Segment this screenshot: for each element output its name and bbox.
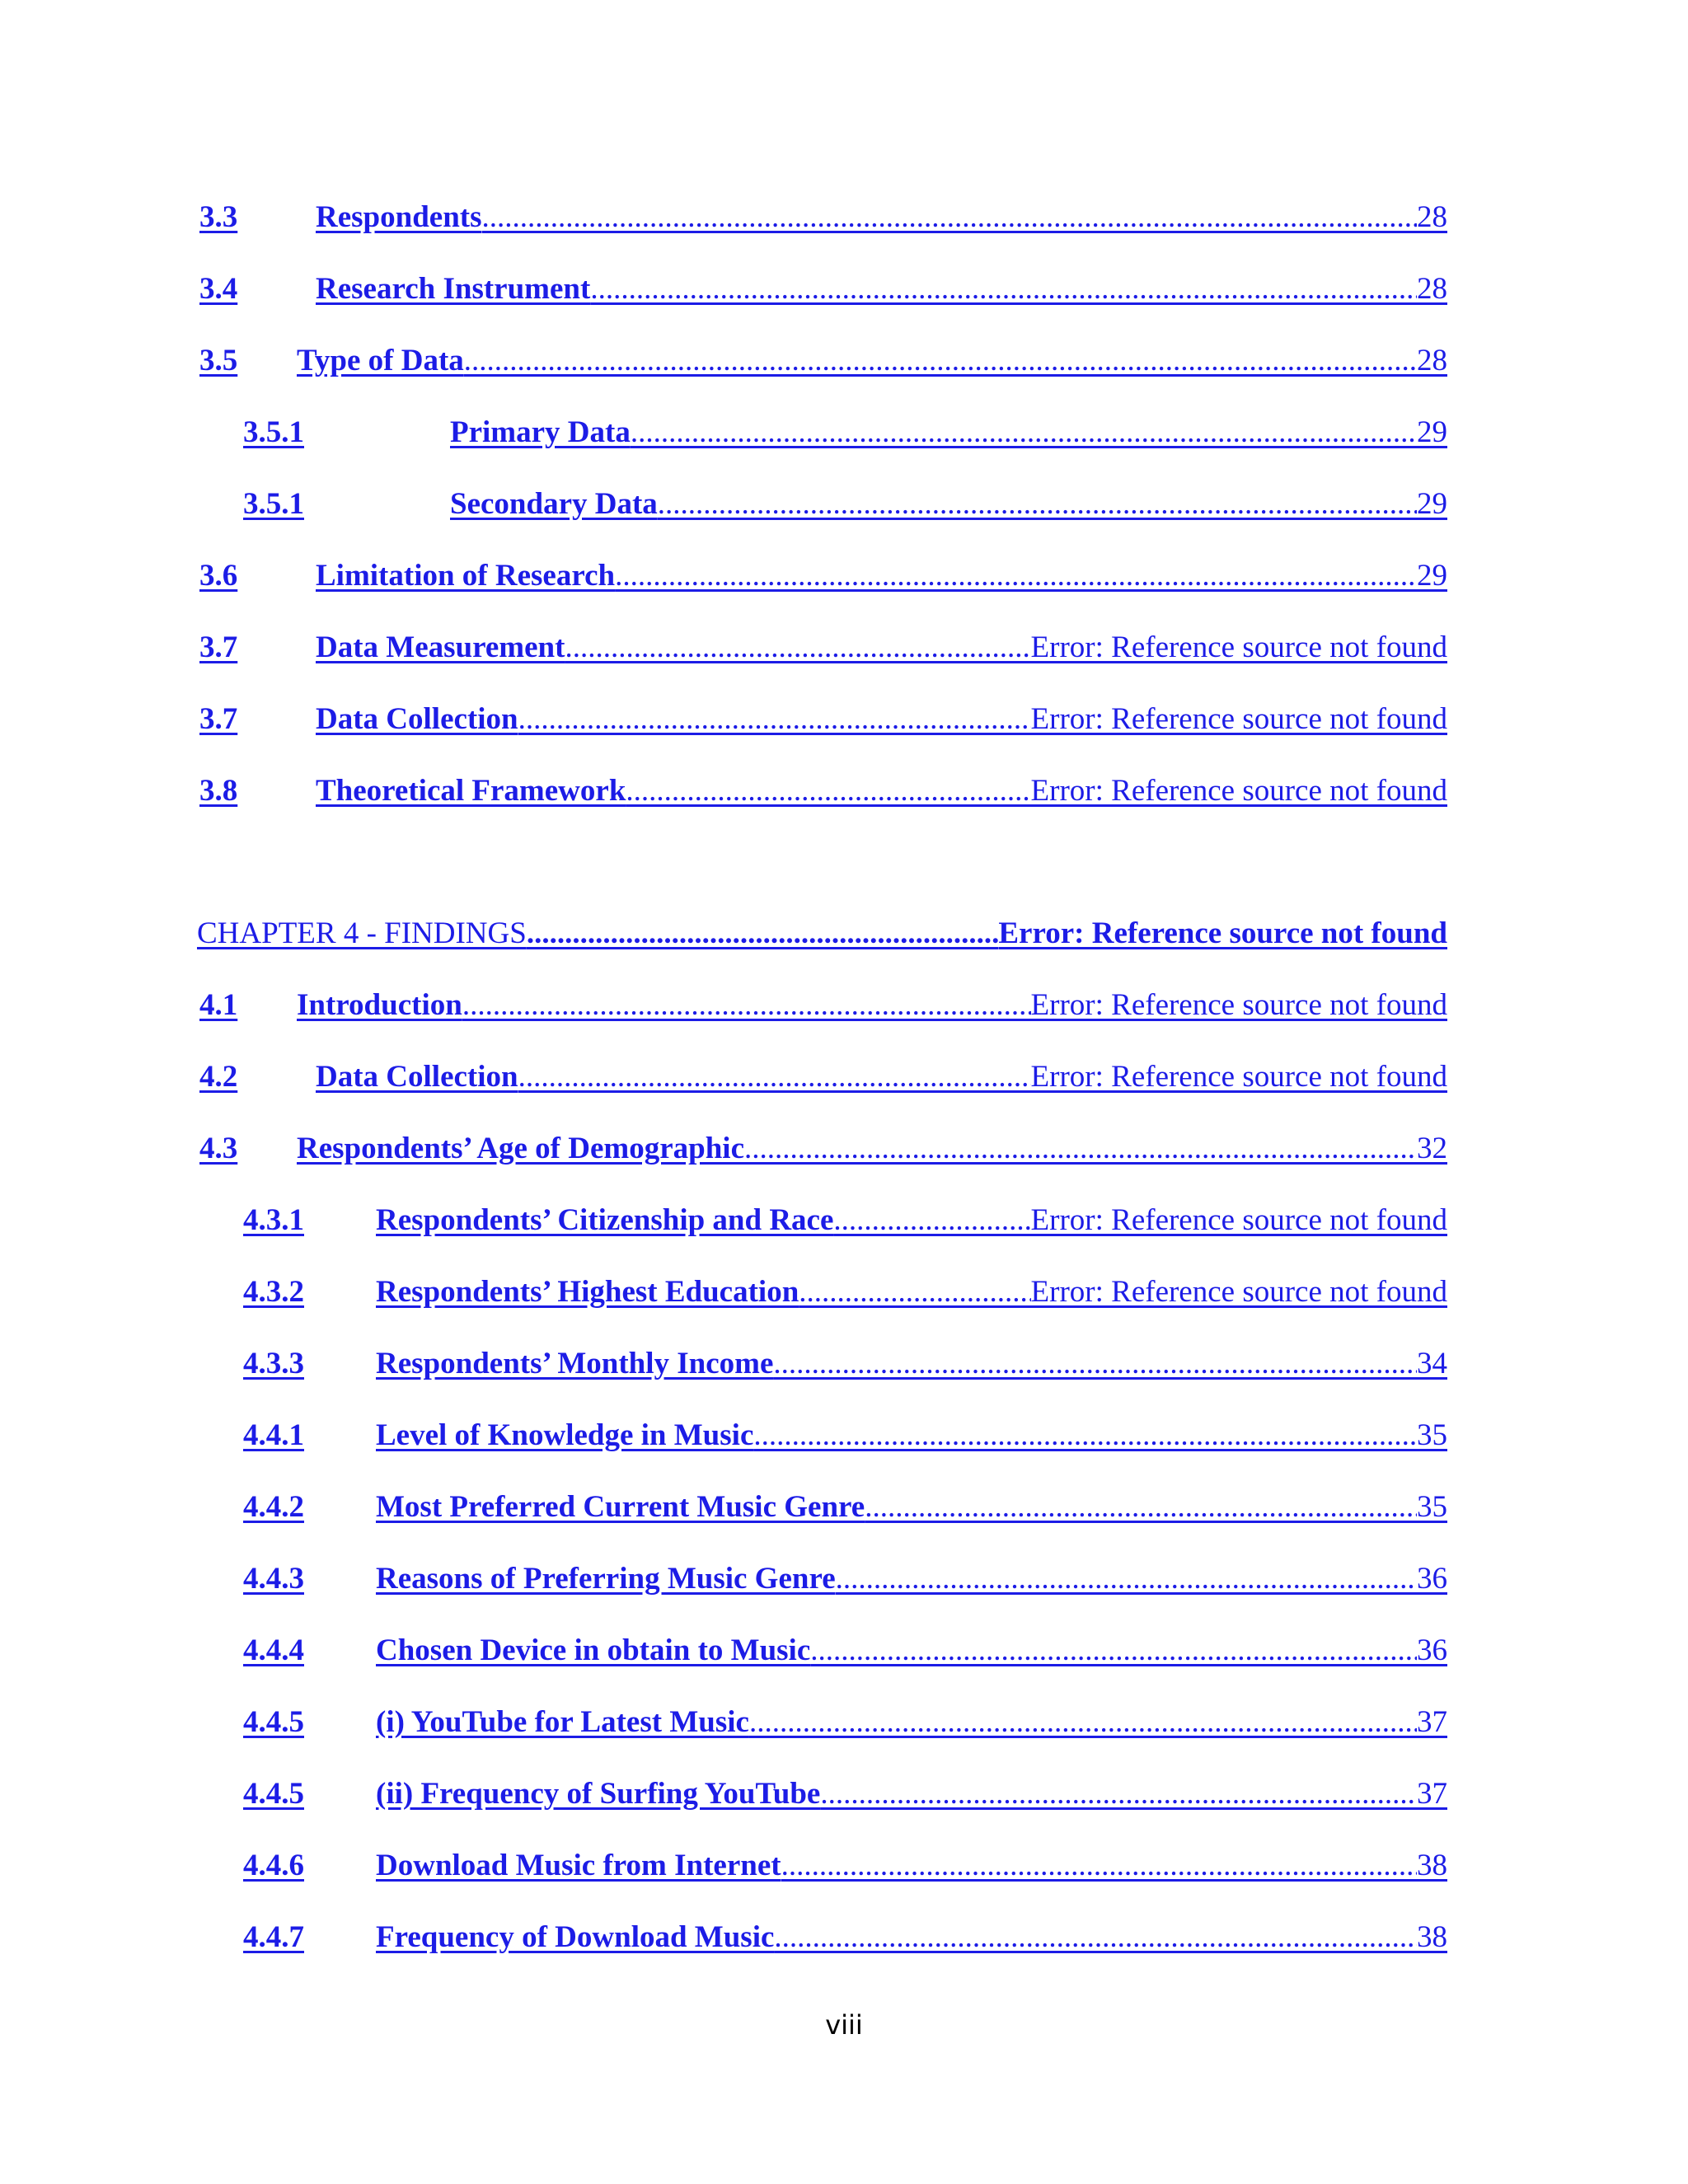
toc-entry-page: Error: Reference source not found xyxy=(998,916,1447,950)
dot-leader xyxy=(799,1271,1030,1314)
dot-leader xyxy=(590,268,1417,311)
dot-leader xyxy=(749,1701,1417,1744)
toc-entry-title: Respondents xyxy=(316,200,482,234)
toc-entry-number: 3.4 xyxy=(199,272,238,306)
dot-leader xyxy=(462,984,1031,1027)
toc-entry-4-4-2[interactable] xyxy=(243,1486,1447,1529)
toc-entry-number: 4.2 xyxy=(199,1060,238,1094)
page-number: viii xyxy=(825,2009,863,2041)
toc-entry-title: Secondary Data xyxy=(450,487,658,521)
toc-entry-title: Data Collection xyxy=(316,702,518,736)
toc-entry-number: 3.5 xyxy=(199,344,238,377)
toc-entry-4-3-3[interactable] xyxy=(243,1343,1447,1385)
toc-entry-4-4-7[interactable] xyxy=(243,1916,1447,1959)
toc-entry-number: 4.4.5 xyxy=(243,1777,304,1811)
toc-entry-page: 38 xyxy=(1417,1920,1447,1954)
toc-entry-page: 28 xyxy=(1417,200,1447,234)
toc-entry-title: Theoretical Framework xyxy=(316,774,626,808)
toc-entry-number: 3.8 xyxy=(199,774,238,808)
toc-entry-4-4-3[interactable] xyxy=(243,1558,1447,1601)
toc-entry-title: Type of Data xyxy=(297,344,464,377)
dot-leader xyxy=(615,555,1417,598)
dot-leader xyxy=(518,1056,1031,1099)
toc-entry-number: 4.4.1 xyxy=(243,1418,304,1452)
toc-entry-4-1[interactable] xyxy=(199,984,1447,1027)
dot-leader xyxy=(482,196,1418,239)
dot-leader xyxy=(781,1844,1417,1887)
toc-entry-4-4-5-i[interactable] xyxy=(243,1701,1447,1744)
toc-entry-page: Error: Reference source not found xyxy=(1030,1275,1447,1309)
dot-leader xyxy=(836,1558,1417,1601)
toc-entry-number: 4.4.3 xyxy=(243,1562,304,1596)
toc-entry-number: 4.4.6 xyxy=(243,1849,304,1882)
toc-entry-4-4-4[interactable] xyxy=(243,1629,1447,1672)
toc-entry-title: CHAPTER 4 - FINDINGS xyxy=(197,916,527,950)
toc-entry-3-6[interactable] xyxy=(199,555,1447,598)
toc-entry-page: 35 xyxy=(1417,1490,1447,1524)
dot-leader xyxy=(744,1127,1417,1170)
toc-entry-number: 4.4.7 xyxy=(243,1920,304,1954)
dot-leader xyxy=(626,770,1030,813)
toc-entry-title: Chosen Device in obtain to Music xyxy=(376,1633,811,1667)
toc-entry-3-7-collection[interactable] xyxy=(199,698,1447,741)
toc-entry-title: Data Collection xyxy=(316,1060,518,1094)
toc-entry-title: Most Preferred Current Music Genre xyxy=(376,1490,865,1524)
toc-entry-title: Data Measurement xyxy=(316,630,565,664)
dot-leader xyxy=(565,626,1030,669)
toc-entry-page: 29 xyxy=(1417,415,1447,449)
toc-entry-page: 29 xyxy=(1417,487,1447,521)
toc-entry-page: 28 xyxy=(1417,272,1447,306)
toc-entry-number: 4.1 xyxy=(199,988,238,1022)
toc-entry-number: 3.5.1 xyxy=(243,487,304,521)
toc-entry-number: 4.4.2 xyxy=(243,1490,304,1524)
toc-entry-3-5-1-secondary[interactable] xyxy=(243,483,1447,526)
toc-entry-page: 35 xyxy=(1417,1418,1447,1452)
toc-entry-3-3[interactable] xyxy=(199,196,1447,239)
toc-entry-page: Error: Reference source not found xyxy=(1030,702,1447,736)
toc-entry-title: Research Instrument xyxy=(316,272,591,306)
toc-entry-chapter-4[interactable] xyxy=(199,912,1447,955)
toc-entry-title: Reasons of Preferring Music Genre xyxy=(376,1562,836,1596)
toc-entry-page: Error: Reference source not found xyxy=(1030,988,1447,1022)
toc-entry-3-5-1-primary[interactable] xyxy=(243,411,1447,454)
toc-entry-number: 4.3.3 xyxy=(243,1347,304,1380)
toc-entry-page: 36 xyxy=(1417,1633,1447,1667)
toc-entry-4-3-2[interactable] xyxy=(243,1271,1447,1314)
toc-entry-4-2[interactable] xyxy=(199,1056,1447,1099)
dot-leader xyxy=(810,1629,1417,1672)
toc-entry-title: Download Music from Internet xyxy=(376,1849,781,1882)
toc-entry-number: 4.3 xyxy=(199,1132,238,1165)
toc-entry-title: Level of Knowledge in Music xyxy=(376,1418,754,1452)
toc-entry-page: 36 xyxy=(1417,1562,1447,1596)
toc-entry-number: 3.7 xyxy=(199,630,238,664)
toc-entry-page: 28 xyxy=(1417,344,1447,377)
toc-entry-number: 3.5.1 xyxy=(243,415,304,449)
toc-entry-4-4-5-ii[interactable] xyxy=(243,1773,1447,1816)
toc-entry-title: Respondents’ Citizenship and Race xyxy=(376,1203,834,1237)
toc-entry-title: Respondents’ Age of Demographic xyxy=(297,1132,744,1165)
toc-entry-4-4-1[interactable] xyxy=(243,1414,1447,1457)
dot-leader xyxy=(518,698,1031,741)
toc-entry-page: Error: Reference source not found xyxy=(1030,1060,1447,1094)
toc-entry-number: 4.3.1 xyxy=(243,1203,304,1237)
dot-leader xyxy=(820,1773,1417,1816)
dot-leader xyxy=(833,1199,1030,1242)
toc-entry-title: (i) YouTube for Latest Music xyxy=(376,1705,749,1739)
dot-leader xyxy=(464,340,1417,382)
toc-entry-3-5[interactable] xyxy=(199,340,1447,382)
toc-entry-number: 3.6 xyxy=(199,559,238,593)
toc-entry-page: 34 xyxy=(1417,1347,1447,1380)
toc-entry-number: 4.3.2 xyxy=(243,1275,304,1309)
toc-entry-number: 3.7 xyxy=(199,702,238,736)
dot-leader xyxy=(865,1486,1417,1529)
toc-entry-title: Limitation of Research xyxy=(316,559,616,593)
toc-entry-page: 38 xyxy=(1417,1849,1447,1882)
toc-entry-page: Error: Reference source not found xyxy=(1030,774,1447,808)
toc-entry-title: Respondents’ Monthly Income xyxy=(376,1347,774,1380)
toc-entry-number: 4.4.5 xyxy=(243,1705,304,1739)
toc-entry-title: (ii) Frequency of Surfing YouTube xyxy=(376,1777,821,1811)
toc-entry-4-4-6[interactable] xyxy=(243,1844,1447,1887)
toc-entry-page: Error: Reference source not found xyxy=(1030,1203,1447,1237)
dot-leader xyxy=(774,1916,1417,1959)
toc-entry-page: 32 xyxy=(1417,1132,1447,1165)
toc-entry-4-3[interactable] xyxy=(199,1127,1447,1170)
toc-entry-page: Error: Reference source not found xyxy=(1030,630,1447,664)
toc-entry-page: 37 xyxy=(1417,1705,1447,1739)
toc-entry-page: 29 xyxy=(1417,559,1447,593)
toc-entry-page: 37 xyxy=(1417,1777,1447,1811)
toc-entry-title: Respondents’ Highest Education xyxy=(376,1275,799,1309)
toc-entry-3-7-measurement[interactable] xyxy=(199,626,1447,669)
toc-entry-number: 3.3 xyxy=(199,200,238,234)
toc-entry-title: Primary Data xyxy=(450,415,631,449)
dot-leader xyxy=(527,912,999,955)
dot-leader xyxy=(773,1343,1417,1385)
dot-leader xyxy=(631,411,1417,454)
toc-entry-3-4[interactable] xyxy=(199,268,1447,311)
toc-entry-3-8[interactable] xyxy=(199,770,1447,813)
dot-leader xyxy=(753,1414,1417,1457)
toc-entry-number: 4.4.4 xyxy=(243,1633,304,1667)
toc-entry-4-3-1[interactable] xyxy=(243,1199,1447,1242)
toc-entry-title: Introduction xyxy=(297,988,462,1022)
toc-entry-title: Frequency of Download Music xyxy=(376,1920,775,1954)
dot-leader xyxy=(658,483,1417,526)
